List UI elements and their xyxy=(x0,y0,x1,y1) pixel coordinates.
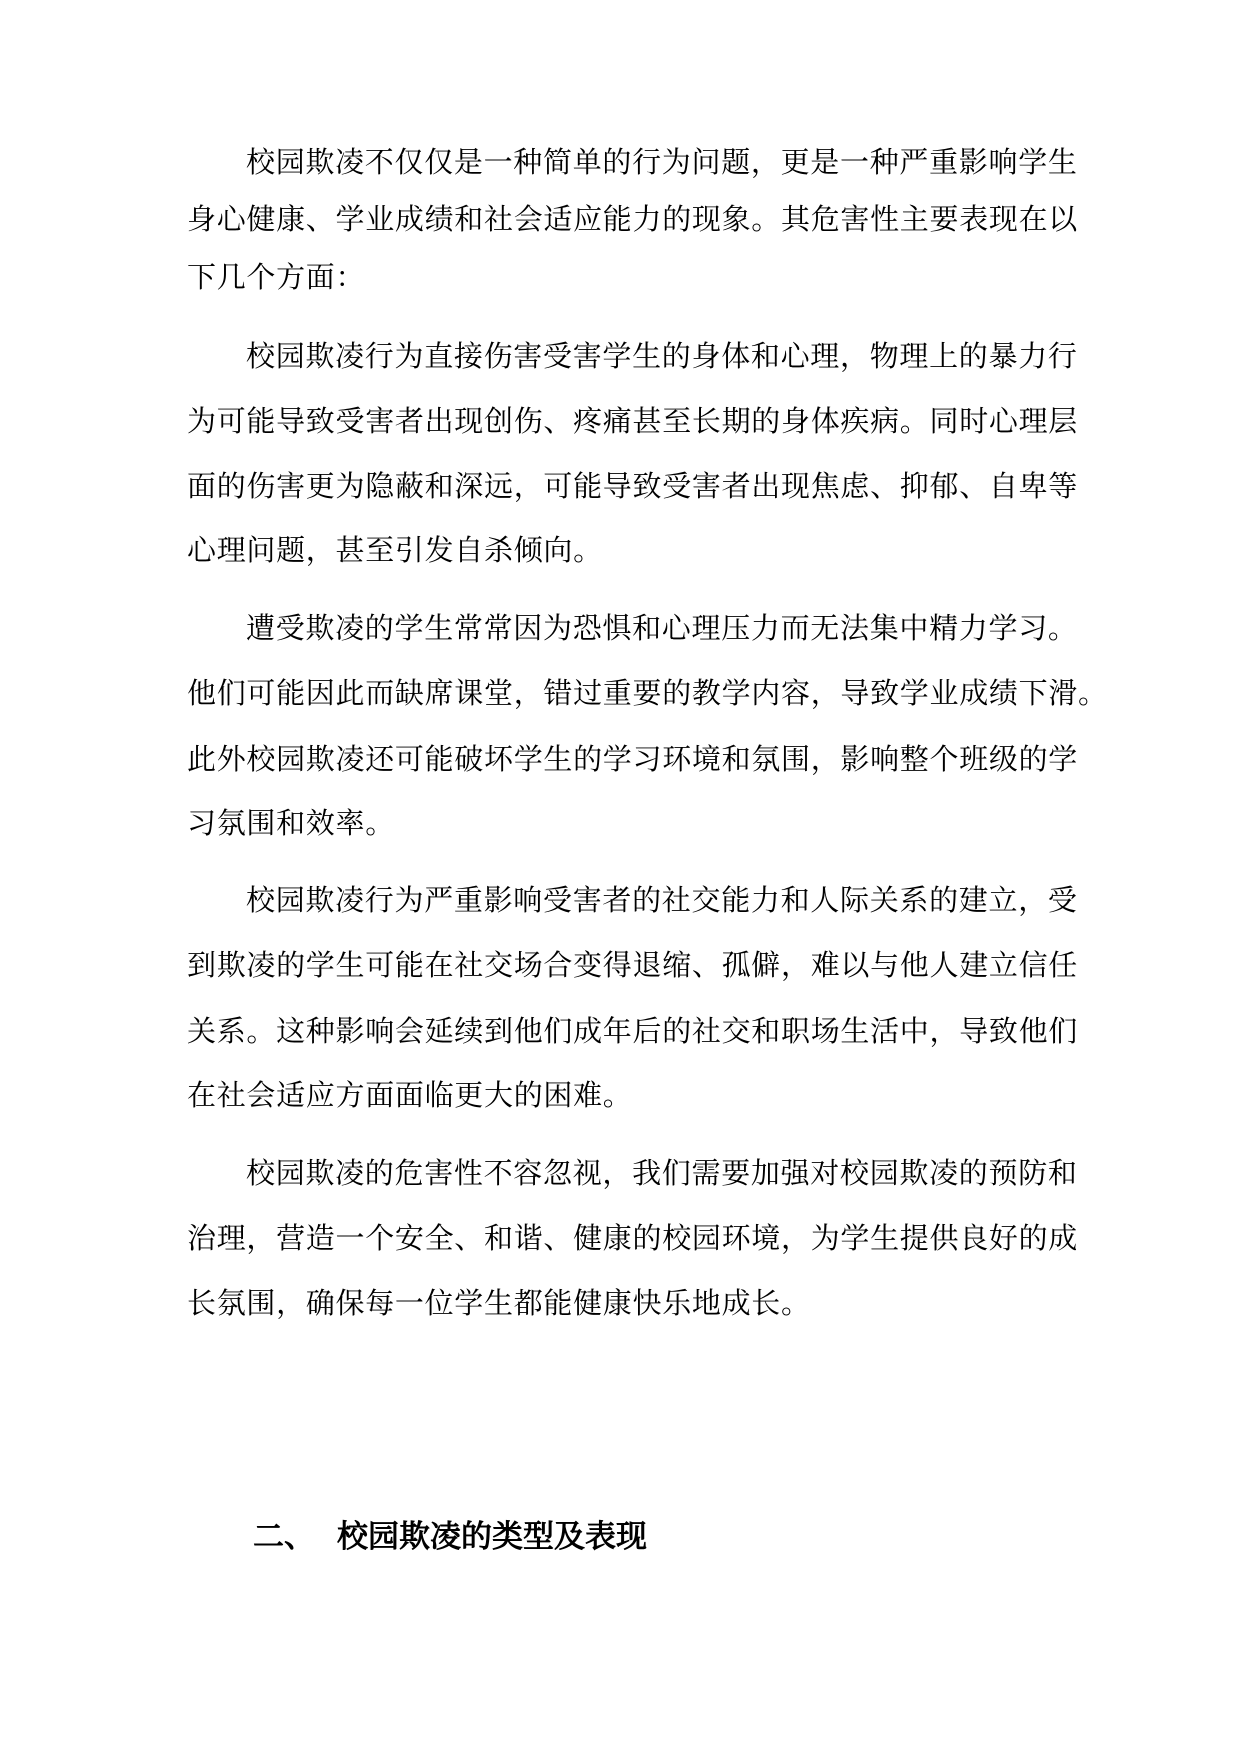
paragraph-5-line-1: 校园欺凌的危害性不容忽视，我们需要加强对校园欺凌的预防和 xyxy=(246,1156,1078,1190)
paragraph-4-line-4: 在社会适应方面面临更大的困难。 xyxy=(187,1078,633,1112)
section-heading xyxy=(253,1516,647,1558)
section-heading-title: 校园欺凌的类型及表现 xyxy=(337,1519,647,1555)
paragraph-4-line-2: 到欺凌的学生可能在社交场合变得退缩、孤僻，难以与他人建立信任 xyxy=(187,948,1079,982)
paragraph-3-line-3: 此外校园欺凌还可能破坏学生的学习环境和氛围，影响整个班级的学 xyxy=(187,742,1079,776)
paragraph-1-line-1: 校园欺凌不仅仅是一种简单的行为问题，更是一种严重影响学生 xyxy=(246,145,1078,179)
paragraph-3-line-1: 遭受欺凌的学生常常因为恐惧和心理压力而无法集中精力学习。 xyxy=(246,611,1078,645)
paragraph-4-line-1: 校园欺凌行为严重影响受害者的社交能力和人际关系的建立，受 xyxy=(246,883,1078,917)
paragraph-2-line-1: 校园欺凌行为直接伤害受害学生的身体和心理，物理上的暴力行 xyxy=(246,339,1078,373)
paragraph-3-line-4: 习氛围和效率。 xyxy=(187,806,395,840)
paragraph-1-line-3: 下几个方面： xyxy=(187,260,366,294)
paragraph-2-line-3: 面的伤害更为隐蔽和深远，可能导致受害者出现焦虑、抑郁、自卑等 xyxy=(187,469,1079,503)
paragraph-4-line-3: 关系。这种影响会延续到他们成年后的社交和职场生活中，导致他们 xyxy=(187,1014,1079,1048)
paragraph-5-line-2: 治理，营造一个安全、和谐、健康的校园环境，为学生提供良好的成 xyxy=(187,1221,1079,1255)
paragraph-3-line-2: 他们可能因此而缺席课堂，错过重要的教学内容，导致学业成绩下滑。 xyxy=(187,676,1108,710)
section-heading-number: 二、 xyxy=(253,1519,315,1555)
paragraph-1-line-2: 身心健康、学业成绩和社会适应能力的现象。其危害性主要表现在以 xyxy=(187,202,1079,236)
paragraph-2-line-4: 心理问题，甚至引发自杀倾向。 xyxy=(187,533,603,567)
paragraph-5-line-3: 长氛围，确保每一位学生都能健康快乐地成长。 xyxy=(187,1286,811,1320)
paragraph-2-line-2: 为可能导致受害者出现创伤、疼痛甚至长期的身体疾病。同时心理层 xyxy=(187,404,1079,438)
